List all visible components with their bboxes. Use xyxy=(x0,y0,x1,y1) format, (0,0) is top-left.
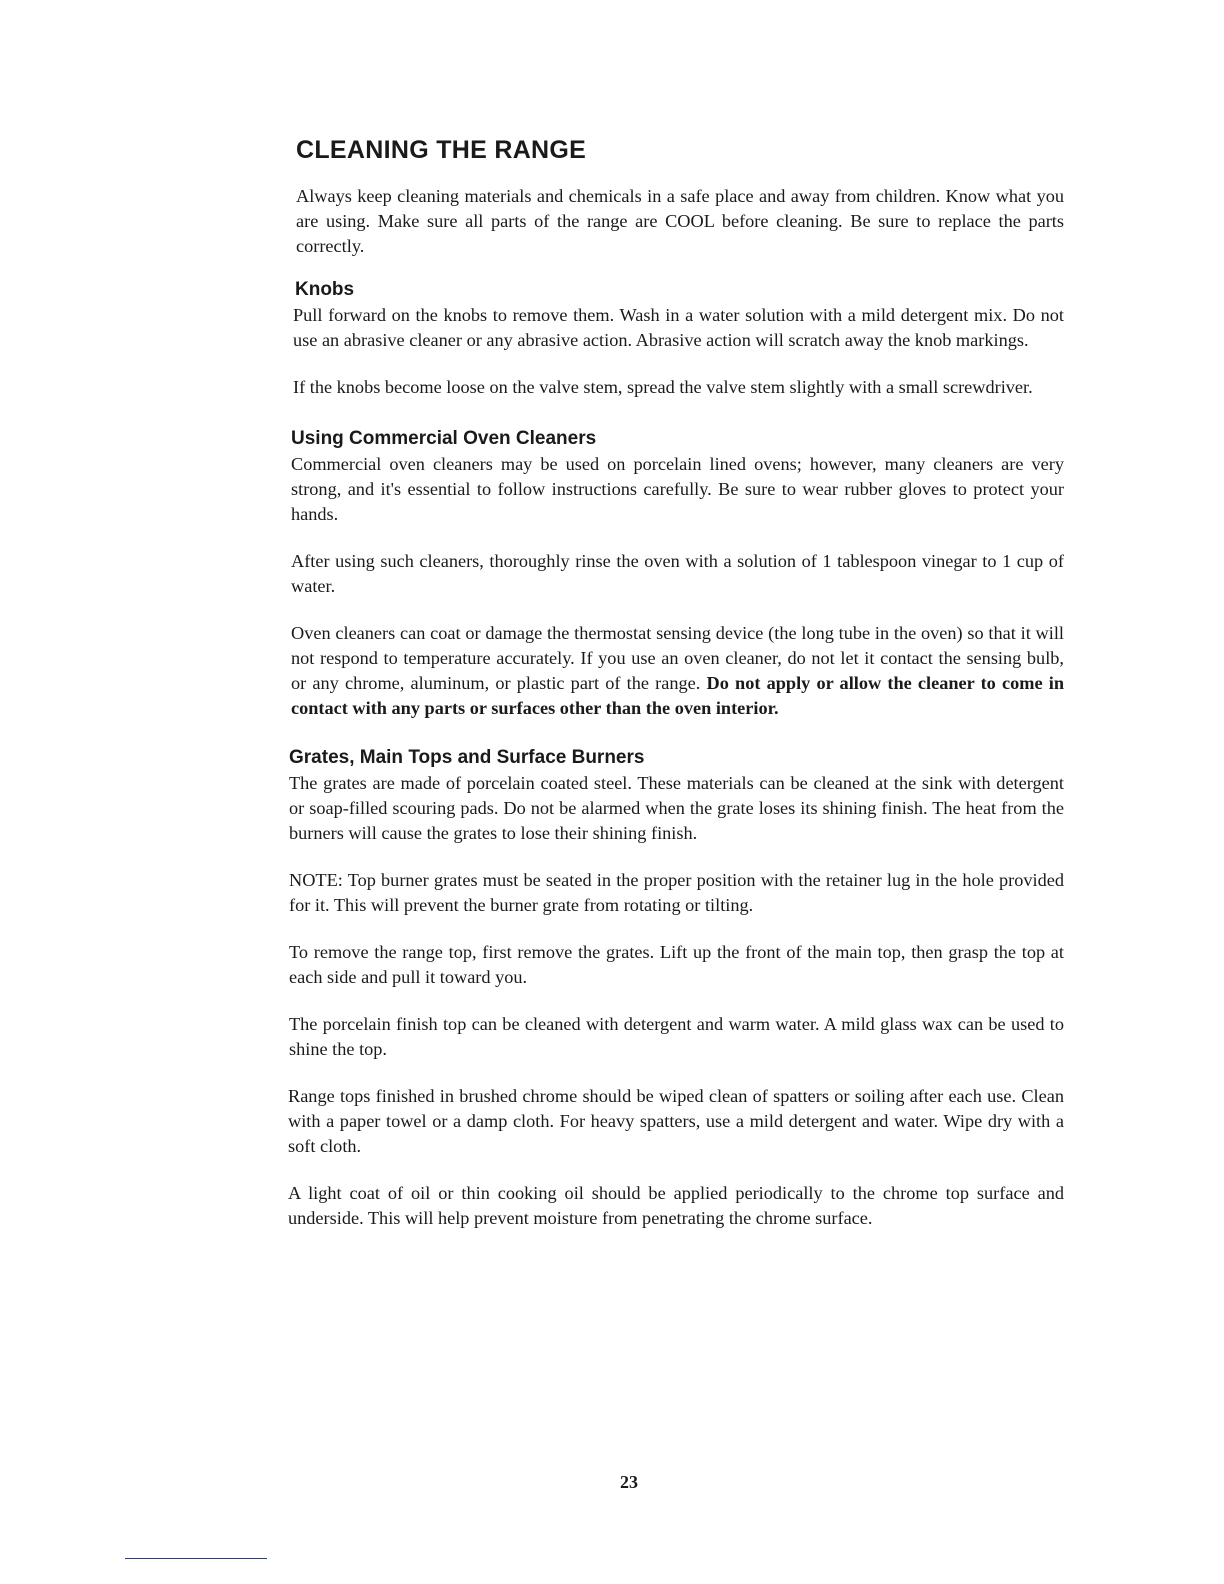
footer-rule xyxy=(125,1558,267,1559)
grates-paragraph-3: To remove the range top, first remove the grates. Lift up the front of the main top, then grasp the top at each side and pull it toward you. xyxy=(289,942,1064,987)
knobs-paragraph-1: Pull forward on the knobs to remove them. Wash in a water solution with a mild detergent mix. Do not use an abrasive cleaner or any abrasive action. Abrasive action will scratch away the knob markings. xyxy=(293,305,1064,350)
oven-cleaners-heading: Using Commercial Oven Cleaners xyxy=(291,428,597,449)
manual-page xyxy=(288,130,1064,1231)
knobs-heading: Knobs xyxy=(295,279,355,300)
grates-paragraph-4: The porcelain finish top can be cleaned with detergent and warm water. A mild glass wax can be used to shine the top. xyxy=(289,1014,1064,1059)
intro-paragraph: Always keep cleaning materials and chemicals in a safe place and away from children. Know what you are using. Make sure all parts of the range are COOL before cleaning. Be sure to replace the parts correctly. xyxy=(296,186,1064,256)
grates-note-paragraph xyxy=(289,868,1064,918)
page-number: 23 xyxy=(620,1472,638,1492)
oven-cleaners-bold-warning: Do not apply or allow the cleaner to come in contact with any parts or surfaces other than the oven interior. xyxy=(291,673,1064,718)
oven-cleaners-warning-text: Oven cleaners can coat or damage the thermostat sensing device (the long tube in the oven) so that it will not respond to temperature accurately. If you use an oven cleaner, do not let it contact the sensing bulb, or any chrome, aluminum, or plastic part of the range. xyxy=(291,623,1064,693)
grates-paragraph-5: Range tops finished in brushed chrome should be wiped clean of spatters or soiling after each use. Clean with a paper towel or a damp cloth. For heavy spatters, use a mild detergent and water. Wipe dry with a soft cloth. xyxy=(288,1086,1064,1156)
grates-paragraph-6: A light coat of oil or thin cooking oil should be applied periodically to the chrome top surface and underside. This will help prevent moisture from penetrating the chrome surface. xyxy=(288,1183,1064,1228)
grates-paragraph-1: The grates are made of porcelain coated steel. These materials can be cleaned at the sink with detergent or soap-filled scouring pads. Do not be alarmed when the grate loses its shining finish. The heat from the burners will cause the grates to lose their shining finish. xyxy=(289,773,1064,843)
oven-cleaners-paragraph-1: Commercial oven cleaners may be used on porcelain lined ovens; however, many cleaners are very strong, and it's essential to follow instructions carefully. Be sure to wear rubber gloves to protect your hands. xyxy=(291,454,1064,524)
knobs-paragraph-2: If the knobs become loose on the valve stem, spread the valve stem slightly with a small screwdriver. xyxy=(293,377,1033,397)
note-text: Top burner grates must be seated in the proper position with the retainer lug in the hole provided for it. This will prevent the burner grate from rotating or tilting. xyxy=(289,870,1064,915)
note-label: NOTE: xyxy=(289,870,343,890)
oven-cleaners-paragraph-3 xyxy=(291,621,1064,721)
grates-heading: Grates, Main Tops and Surface Burners xyxy=(289,747,645,768)
oven-cleaners-paragraph-2: After using such cleaners, thoroughly rinse the oven with a solution of 1 tablespoon vinegar to 1 cup of water. xyxy=(291,551,1064,596)
page-title: CLEANING THE RANGE xyxy=(296,136,587,164)
